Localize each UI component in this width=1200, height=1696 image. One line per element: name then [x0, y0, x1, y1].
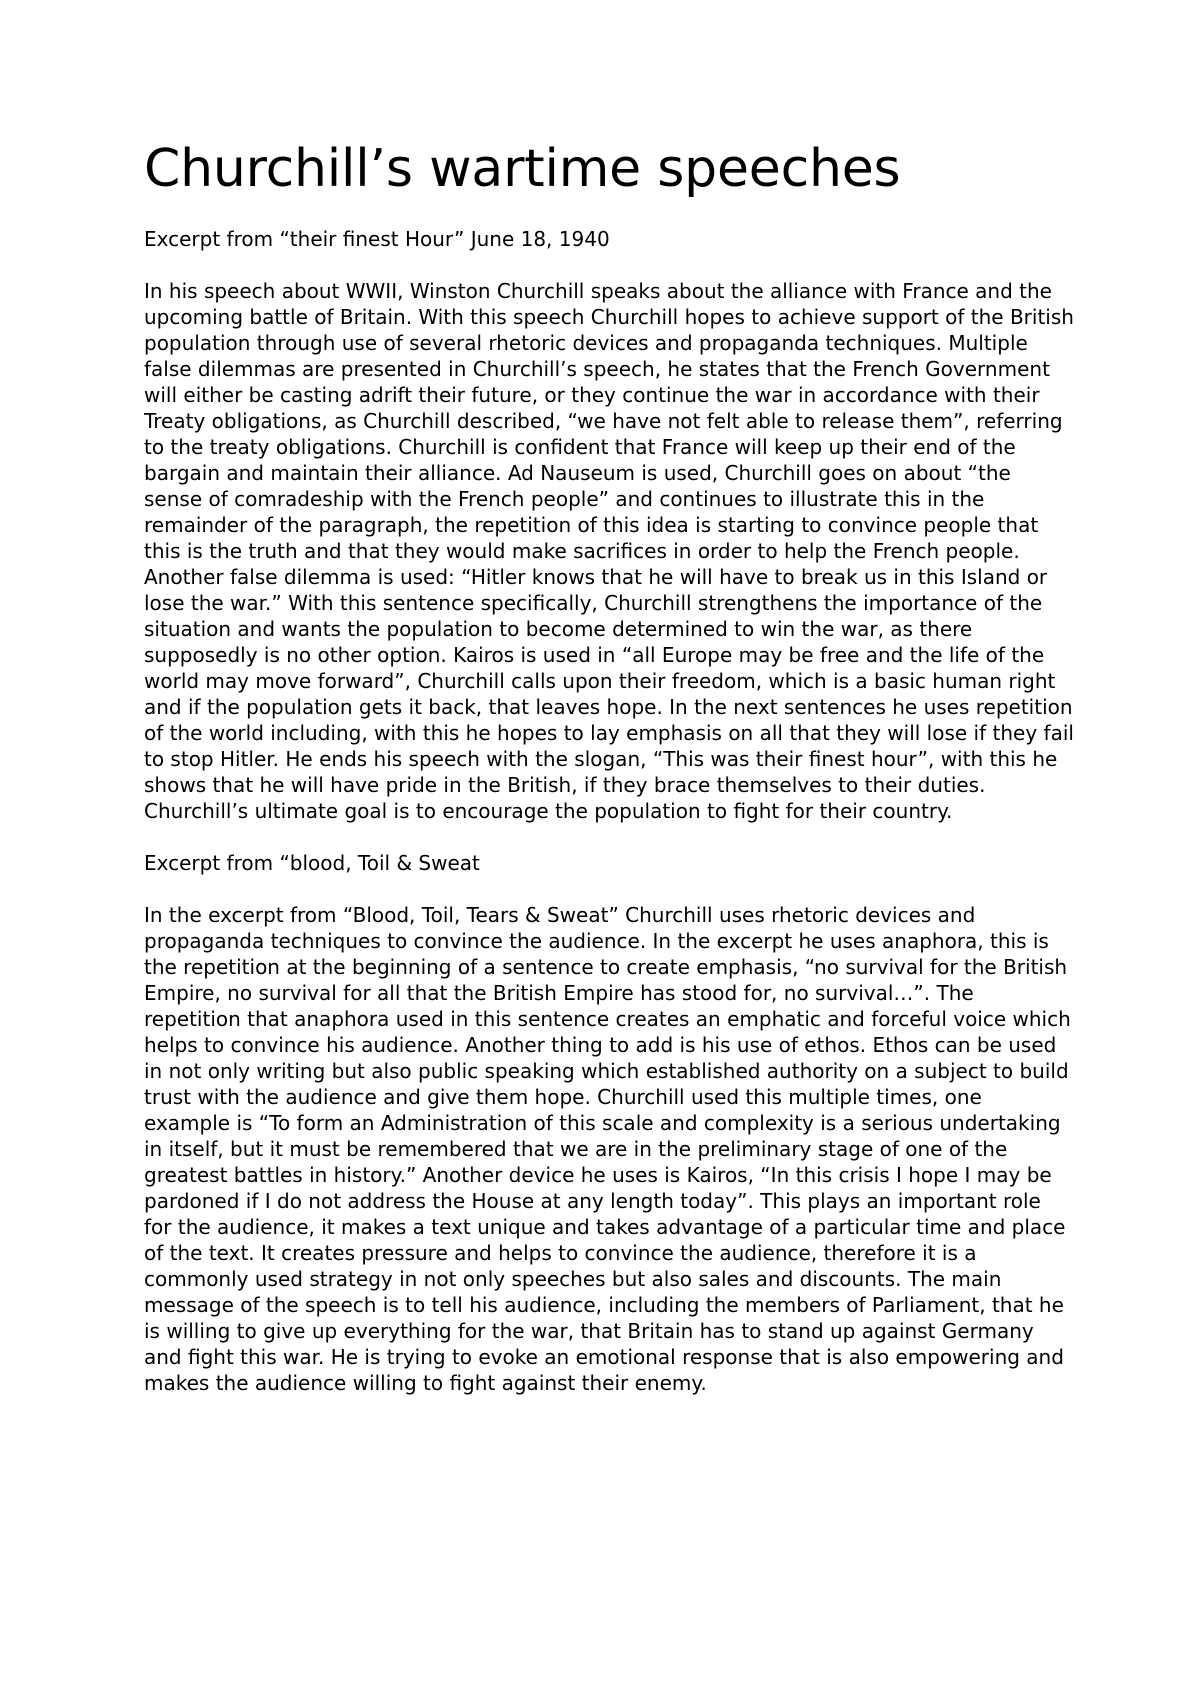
section-body-finest-hour: In his speech about WWII, Winston Churchill speaks about the alliance with France and the upcoming battle of Britain. With this speech Churchill hopes to achieve support of the British population through use of several rhetoric devices and propaganda techniques. Multiple false dilemmas are presented in Churchill’s speech, he states that the French Government will either be casting adrift their future, or they continue the war in accordance with their Treaty obligations, as Churchill described, “we have not felt able to release them”, referring to the treaty obligations. Churchill is confident that France will keep up their end of the bargain and maintain their alliance. Ad Nauseum is used, Churchill goes on about “the sense of comradeship with the French people” and continues to illustrate this in the remainder of the paragraph, the repetition of this idea is starting to convince people that this is the truth and that they would make sacrifices in order to help the French people. Another false dilemma is used: “Hitler knows that he will have to break us in this Island or lose the war.” With this sentence specifically, Churchill strengthens the importance of the situation and wants the population to become determined to win the war, as there supposedly is no other option. Kairos is used in “all Europe may be free and the life of the world may move forward”, Churchill calls upon their freedom, which is a basic human right and if the population gets it back, that leaves hope. In the next sentences he uses repetition of the world including, with this he hopes to lay emphasis on all that they will lose if they fail to stop Hitler. He ends his speech with the slogan, “This was their finest hour”, with this he shows that he will have pride in the British, if they brace themselves to their duties. Churchill’s ultimate goal is to encourage the population to fight for their country.: [144, 279, 1074, 824]
document-title: Churchill’s wartime speeches: [144, 139, 901, 199]
document-content: [144, 138, 1074, 1422]
section-heading-finest-hour: Excerpt from “their finest Hour” June 18, 1940: [144, 227, 610, 252]
section-body-blood-toil-sweat: In the excerpt from “Blood, Toil, Tears & Sweat” Churchill uses rhetoric devices and propaganda techniques to convince the audience. In the excerpt he uses anaphora, this is the repetition at the beginning of a sentence to create emphasis, “no survival for the British Empire, no survival for all that the British Empire has stood for, no survival…”. The repetition that anaphora used in this sentence creates an emphatic and forceful voice which helps to convince his audience. Another thing to add is his use of ethos. Ethos can be used in not only writing but also public speaking which established authority on a subject to build trust with the audience and give them hope. Churchill used this multiple times, one example is “To form an Administration of this scale and complexity is a serious undertaking in itself, but it must be remembered that we are in the preliminary stage of one of the greatest battles in history.” Another device he uses is Kairos, “In this crisis I hope I may be pardoned if I do not address the House at any length today”. This plays an important role for the audience, it makes a text unique and takes advantage of a particular time and place of the text. It creates pressure and helps to convince the audience, therefore it is a commonly used strategy in not only speeches but also sales and discounts. The main message of the speech is to tell his audience, including the members of Parliament, that he is willing to give up everything for the war, that Britain has to stand up against Germany and fight this war. He is trying to evoke an emotional response that is also empowering and makes the audience willing to fight against their enemy.: [144, 903, 1071, 1396]
section-heading-blood-toil-sweat: Excerpt from “blood, Toil & Sweat: [144, 851, 480, 876]
